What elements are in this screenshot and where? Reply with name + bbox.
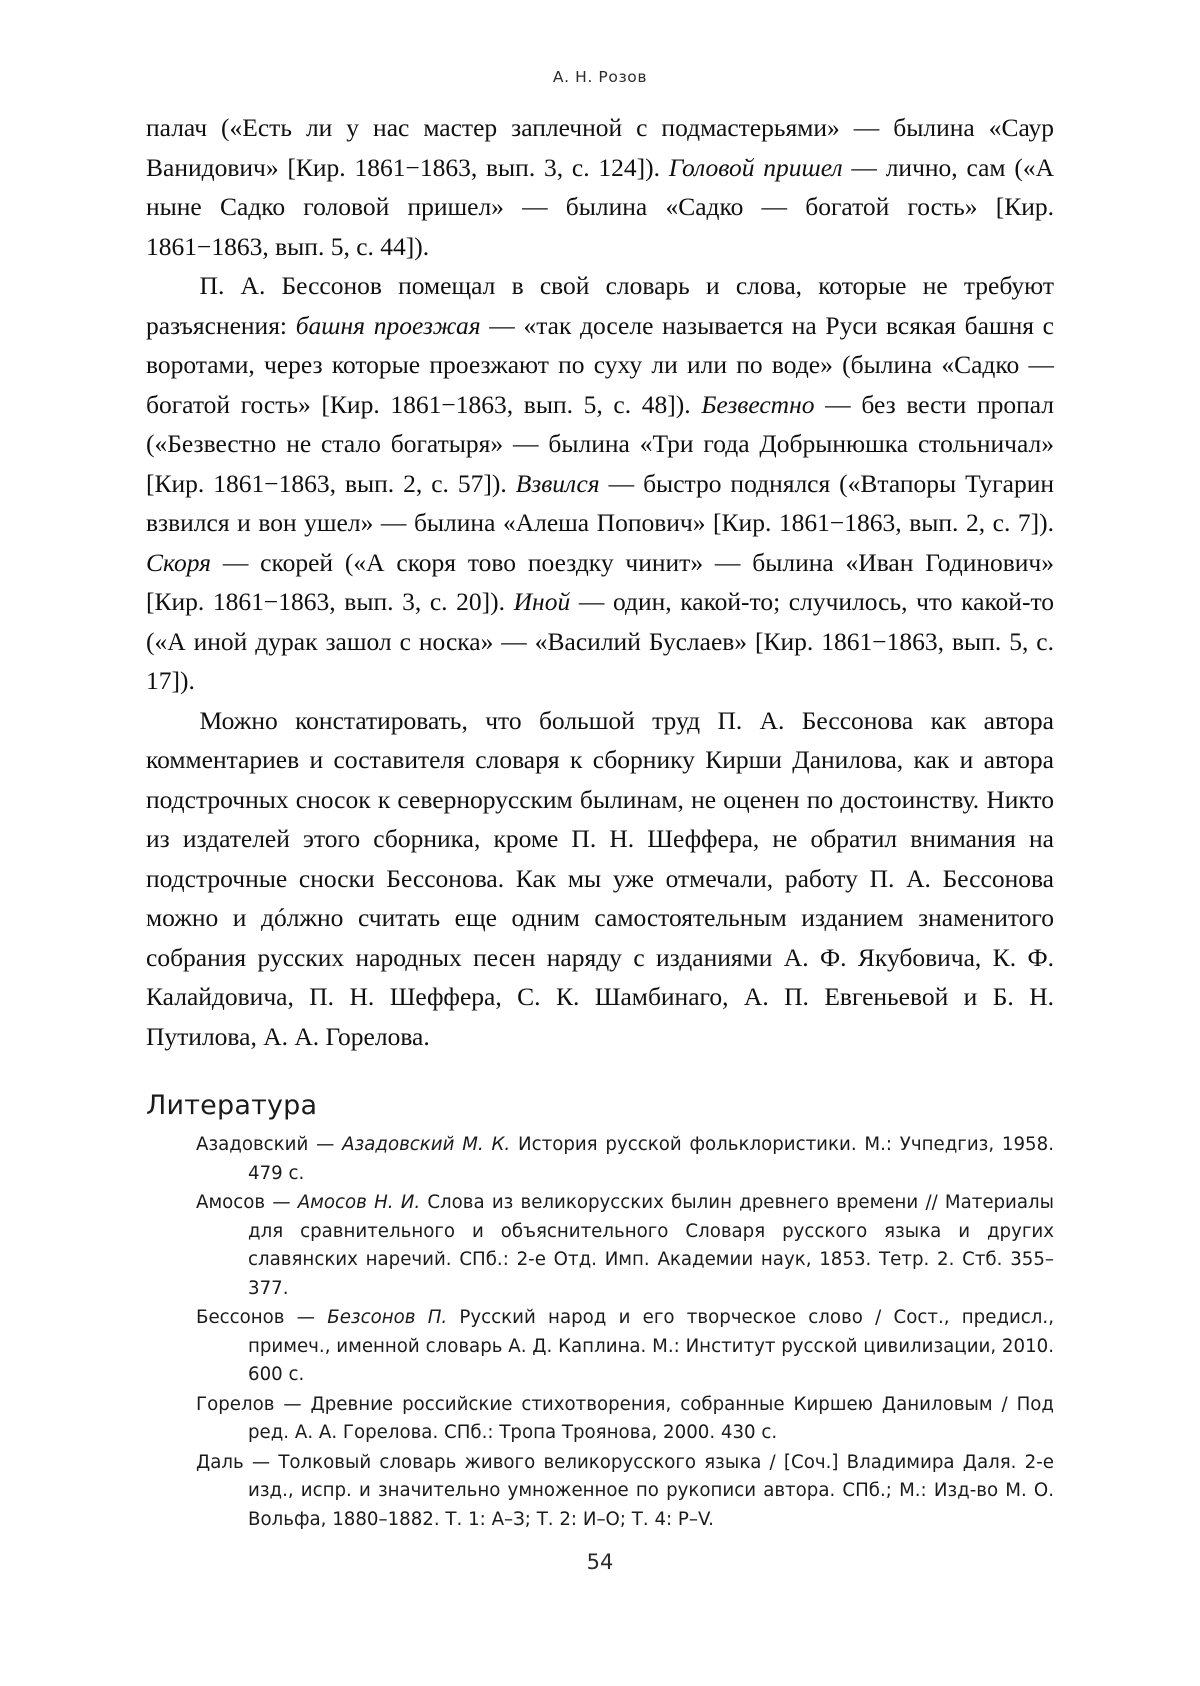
text-run: палач («Есть ли у нас мастер заплечной с подмастерьями» — былина «Саур Ванидович» [Кир. 1861−1863, вып. 3, с. 124]). bbox=[146, 113, 1054, 182]
page-number: 54 bbox=[586, 1550, 614, 1574]
reference-list bbox=[146, 1131, 1054, 1534]
text-run: — лично, сам («А ныне Садко головой пришел» — былина «Садко — богатой гость» [Кир. 1861−1863, вып. 5, с. 44]). bbox=[146, 152, 1054, 261]
ref-bessonov bbox=[196, 1304, 1054, 1390]
para-3 bbox=[146, 701, 1054, 1057]
text-run: П. А. Бессонов помещал в свой словарь и слова, которые не требуют разъяснения: bbox=[146, 271, 1054, 340]
ref-azadovsky bbox=[196, 1131, 1054, 1188]
body-paragraphs bbox=[146, 108, 1054, 1056]
text-run: — быстро поднялся («Втапоры Тугарин взвился и вон ушел» — былина «Алеша Попович» [Кир. 1861−1863, вып. 2, с. 7]). bbox=[146, 468, 1054, 537]
text-run-italic: Иной bbox=[513, 587, 571, 616]
reference-run: Азадовский — bbox=[196, 1134, 343, 1155]
text-run-italic: Скоря bbox=[146, 547, 211, 577]
para-1 bbox=[146, 108, 1054, 266]
para-2 bbox=[146, 266, 1054, 701]
reference-run: Русский народ и его творческое слово / Сост., предисл., примеч., именной словарь А. Д. Каплина. М.: Институт русской цивилизации, 2010. 600 с. bbox=[248, 1307, 1054, 1385]
reference-run: История русской фольклористики. М.: Учпедгиз, 1958. 479 с. bbox=[248, 1134, 1054, 1184]
text-run: — один, какой-то; случилось, что какой-то («А иной дурак зашол с носка» — «Василий Буслаев» [Кир. 1861−1863, вып. 5, с. 17]). bbox=[146, 587, 1054, 695]
reference-run: Даль — Толковый словарь живого великорусского языка / [Соч.] Владимира Даля. 2-е изд., испр. и значительно умноженное по рукописи автора. СПб.; М.: Изд-во М. О. Вольфа, 1880–1882. Т. 1: А–З; Т. 2: И–О; Т. 4: Р–V. bbox=[196, 1451, 1054, 1530]
text-run: — скорей («А скоря тово поездку чинит» — былина «Иван Годинович» [Кир. 1861−1863, вып. 3, с. 20]). bbox=[146, 547, 1054, 616]
text-run-italic: Безвестно bbox=[701, 389, 815, 419]
running-head: А. Н. Розов bbox=[552, 68, 648, 86]
reference-run: Горелов — Древние российские стихотворения, собранные Киршею Даниловым / Под ред. А. А. Горелова. СПб.: Тропа Троянова, 2000. 430 с. bbox=[196, 1393, 1054, 1443]
reference-run: Бессонов — bbox=[196, 1307, 328, 1328]
ref-gorelov bbox=[196, 1391, 1054, 1448]
text-run: — «так доселе называется на Руси всякая башня с воротами, через которые проезжают по суху ли или по воде» (былина «Садко — богатой гость» [Кир. 1861−1863, вып. 5, с. 48]). bbox=[146, 310, 1054, 419]
reference-run: Слова из великорусских былин древнего времени // Материалы для сравнительного и объяснительного Словаря русского языка и других славянских наречий. СПб.: 2-е Отд. Имп. Академии наук, 1853. Тетр. 2. Стб. 355–377. bbox=[248, 1192, 1055, 1299]
ref-dal bbox=[196, 1449, 1054, 1535]
text-run-italic: башня проезжая bbox=[295, 310, 481, 340]
text-run-italic: Взвился bbox=[515, 468, 600, 498]
page-body bbox=[146, 108, 1054, 1535]
literature-heading: Литература bbox=[146, 1090, 318, 1121]
text-run: — без вести пропал («Безвестно не стало богатыря» — былина «Три года Добрынюшка стольничал» [Кир. 1861−1863, вып. 2, с. 57]). bbox=[146, 389, 1054, 498]
text-run: Можно констатировать, что большой труд П. А. Бессонова как автора комментариев и составителя словаря к сборнику Кирши Данилова, как и автора подстрочных сносок к севернорусским былинам, не оценен по достоинству. Никто из издателей этого сборника, кроме П. Н. Шеффера, не обратил внимания на подстрочные сноски Бессонова. Как мы уже отмечали, работу П. А. Бессонова можно и дóлжно считать еще одним самостоятельным изданием знаменитого собрания русских народных песен наряду с изданиями А. Ф. Якубовича, К. Ф. Калайдовича, П. Н. Шеффера, С. К. Шамбинаго, А. П. Евгеньевой и Б. Н. Путилова, А. А. Горелова. bbox=[146, 705, 1054, 1051]
reference-run-italic: Азадовский М. К. bbox=[342, 1134, 511, 1155]
reference-run-italic: Амосов Н. И. bbox=[297, 1192, 421, 1213]
text-run-italic: Головой пришел bbox=[668, 152, 843, 182]
reference-run: Амосов — bbox=[196, 1192, 298, 1213]
ref-amosov bbox=[196, 1189, 1054, 1303]
reference-run-italic: Безсонов П. bbox=[327, 1307, 448, 1328]
